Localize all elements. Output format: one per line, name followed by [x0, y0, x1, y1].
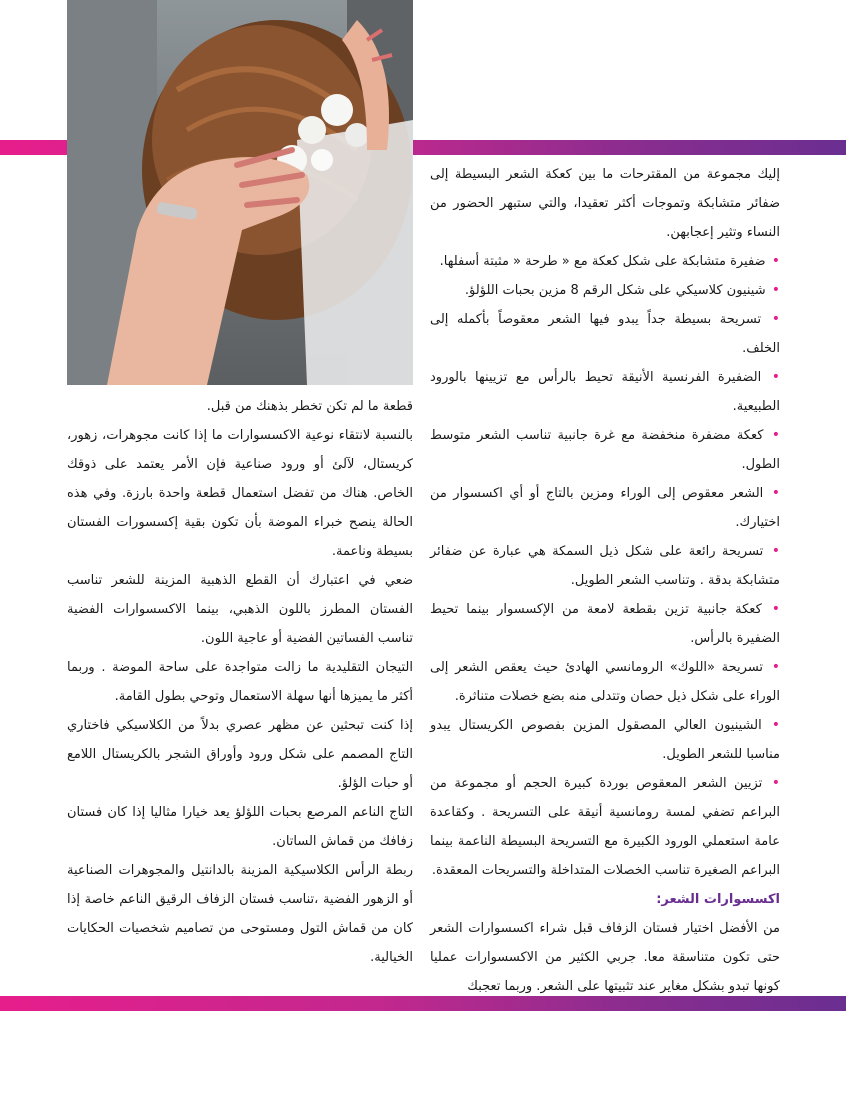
bullet-dot-icon: •	[771, 659, 781, 675]
list-item: • تسريحة رائعة على شكل ذيل السمكة هي عبارة عن ضفائر متشابكة بدقة . وتناسب الشعر الطويل.	[430, 543, 780, 588]
body-paragraph: بالنسبة لانتقاء نوعية الاكسسوارات ما إذا كانت مجوهرات، زهور، كريستال، لآلئ أو ورود صناعية فإن الأمر يعتمد على ذوقك الخاص. هناك من تفضل استعمال قطعة واحدة بارزة. وفي هذه الحالة ينصح خبراء الموضة بأن تكون بقية إكسسورات الفستان بسيطة وناعمة.	[67, 428, 413, 559]
bullet-dot-icon: •	[771, 775, 780, 791]
list-item: • الشينيون العالي المصقول المزين بفصوص الكريستال يبدو مناسبا للشعر الطويل.	[430, 717, 781, 762]
hairstyle-list	[430, 247, 780, 885]
right-text-column	[430, 160, 780, 1001]
bullet-dot-icon: •	[771, 282, 780, 298]
bridal-hairstyle-photo	[67, 0, 413, 385]
list-item: • الشعر معقوص إلى الوراء ومزين بالتاج أو أي اكسسوار من اختيارك.	[430, 485, 780, 530]
list-item: • كعكة مضفرة منخفضة مع غرة جانبية تناسب الشعر متوسط الطول.	[430, 427, 780, 472]
body-paragraph: قطعة ما لم تكن تخطر بذهنك من قبل.	[206, 399, 413, 414]
left-text-column	[67, 392, 413, 972]
bullet-dot-icon: •	[771, 543, 780, 559]
bullet-dot-icon: •	[771, 311, 780, 327]
intro-paragraph: إليك مجموعة من المقترحات ما بين كعكة الشعر البسيطة إلى ضفائر متشابكة وتموجات أكثر تعقيدا، والتي ستبهر الحضور من النساء وتثير إعجابهن.	[430, 167, 780, 240]
bullet-dot-icon: •	[771, 601, 780, 617]
body-paragraph: إذا كنت تبحثين عن مظهر عصري بدلاً من الكلاسيكي فاختاري التاج المصمم على شكل ورود وأوراق الشجر بالكريستال اللامع أو حبات الؤلؤ.	[67, 718, 413, 791]
list-item: • الضفيرة الفرنسية الأنيقة تحيط بالرأس مع تزيينها بالورود الطبيعية.	[430, 369, 780, 414]
accessories-heading: اكسسوارات الشعر:	[656, 892, 780, 907]
list-item: • ضفيرة متشابكة على شكل كعكة مع « طرحة « مثبتة أسفلها.	[439, 253, 780, 269]
body-paragraph: التيجان التقليدية ما زالت متواجدة على ساحة الموضة . وربما أكثر ما يميزها أنها سهلة الاستعمال وتوحي بطول القامة.	[67, 660, 413, 704]
bullet-dot-icon: •	[771, 485, 780, 501]
list-item: • تسريحة بسيطة جداً يبدو فيها الشعر معقوصاً بأكمله إلى الخلف.	[430, 311, 780, 356]
accessories-intro-paragraph: من الأفضل اختيار فستان الزفاف قبل شراء اكسسوارات الشعر حتى تكون متناسقة معا. جربي الكثير من الاكسسوارات عمليا كونها تبدو بشكل مغاير عند تثبيتها على الشعر. وربما تعجبك	[430, 921, 780, 994]
bullet-dot-icon: •	[771, 253, 780, 269]
list-item: • تسريحة «اللوك» الرومانسي الهادئ حيث يعقص الشعر إلى الوراء على شكل ذيل حصان وتتدلى منه بضع خصلات متناثرة.	[430, 659, 781, 704]
body-paragraph: ربطة الرأس الكلاسيكية المزينة بالدانتيل والمجوهرات الصناعية أو الزهور الفضية ،تناسب فستان الزفاف الرقيق الناعم خاصة إذا كان من قماش التول ومستوحى من تصاميم شخصيات الحكايات الخيالية.	[67, 863, 413, 965]
bullet-dot-icon: •	[771, 717, 781, 733]
list-item: • كعكة جانبية تزين بقطعة لامعة من الإكسسوار بينما تحيط الضفيرة بالرأس.	[430, 601, 780, 646]
bullet-dot-icon: •	[771, 369, 780, 385]
list-item: • تزيين الشعر المعقوص بوردة كبيرة الحجم أو مجموعة من البراعم تضفي لمسة رومانسية أنيقة على التسريحة . وكقاعدة عامة استعملي الورود الكبيرة مع التسريحة البسيطة الناعمة بينما البراعم الصغيرة تناسب الخصلات المتداخلة والتسريحات المعقدة.	[430, 775, 780, 878]
body-paragraph: ضعي في اعتبارك أن القطع الذهبية المزينة للشعر تناسب الفستان المطرز باللون الذهبي، بينما الاكسسوارات الفضية تناسب الفساتين الفضية أو عاجية اللون.	[67, 573, 413, 646]
list-item: • شينيون كلاسيكي على شكل الرقم 8 مزين بحبات اللؤلؤ.	[464, 282, 780, 298]
bullet-dot-icon: •	[771, 427, 780, 443]
body-paragraph: التاج الناعم المرصع بحبات اللؤلؤ يعد خيارا مثاليا إذا كان فستان زفافك من قماش الساتان.	[67, 805, 413, 849]
